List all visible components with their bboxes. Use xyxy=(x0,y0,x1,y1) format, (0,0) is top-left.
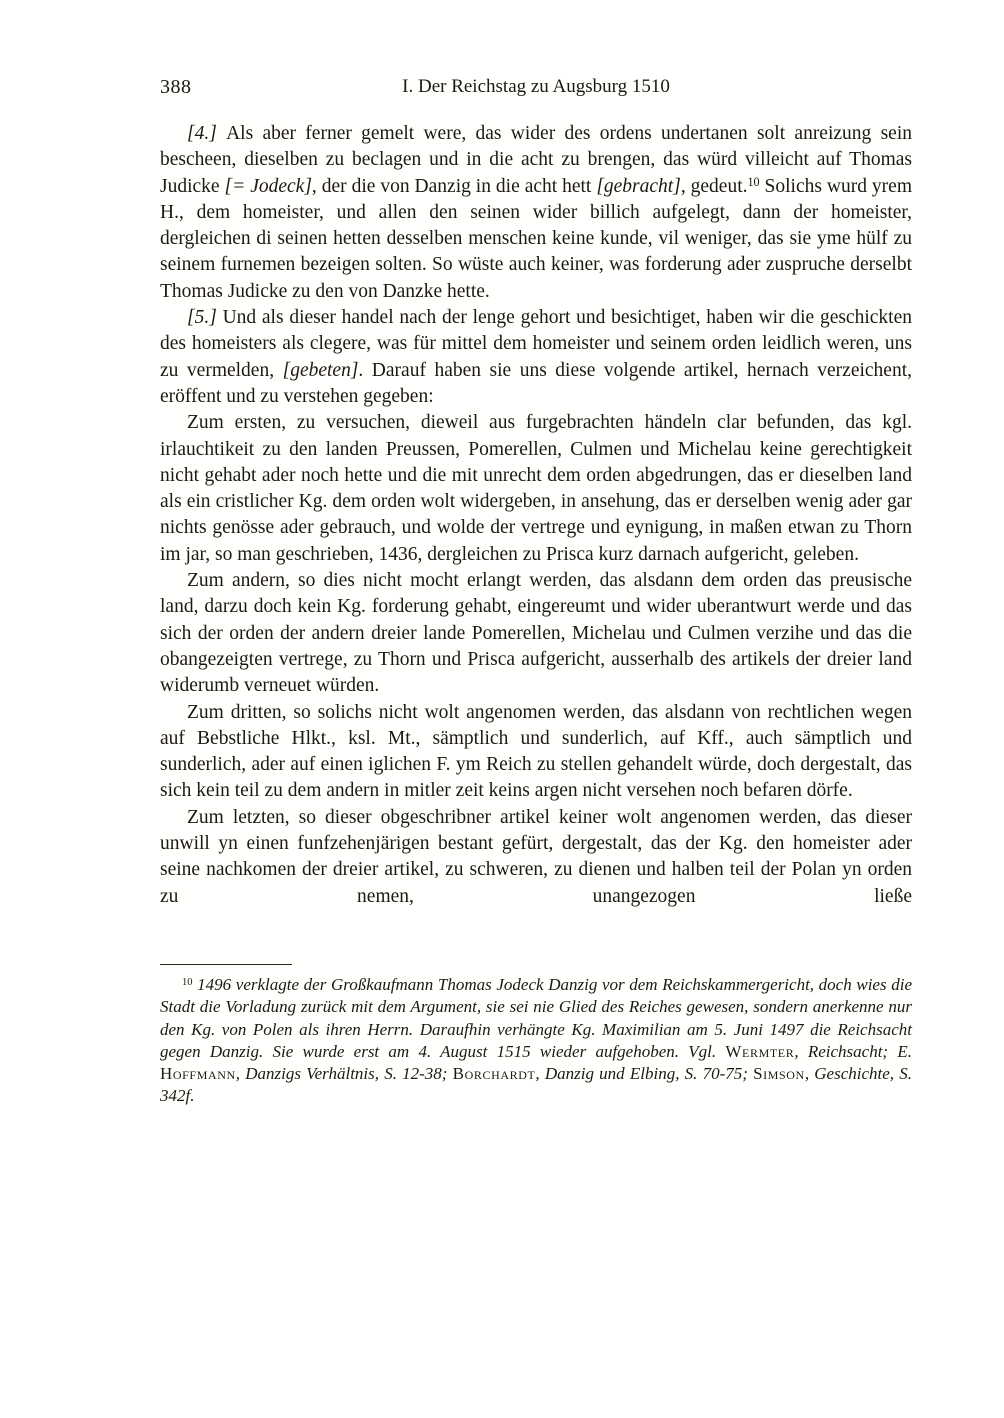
text-segment: [gebracht] xyxy=(596,175,681,197)
paragraph xyxy=(160,568,912,699)
footnote-separator xyxy=(160,964,292,965)
text-segment: , gedeut. xyxy=(680,175,748,197)
text-segment: [4.] xyxy=(187,123,227,144)
paragraph xyxy=(160,805,912,910)
paragraph xyxy=(160,410,912,568)
text-segment: , Danzig und Elbing, S. 70-75; xyxy=(535,1064,754,1084)
text-segment: Wermter xyxy=(725,1041,795,1061)
paragraph xyxy=(160,700,912,805)
text-segment: Und als dieser handel nach der lenge gehort und besichtiget, haben wir die geschickten des homeisters als clegere, was für mittel dem homeister und seinem orden leidlich weren, uns zu vermelden, xyxy=(160,307,912,381)
footnote-text xyxy=(160,974,912,1108)
text-segment: Hoffmann xyxy=(160,1064,236,1084)
running-title: I. Der Reichstag zu Augsburg 1510 xyxy=(402,76,670,97)
footnote-reference: 10 xyxy=(747,175,760,190)
text-segment: , der die von Danzig in die acht hett xyxy=(311,175,597,197)
text-segment: , Reichsacht; E. xyxy=(794,1041,912,1061)
page-header xyxy=(160,76,912,100)
text-segment: , Danzigs Verhältnis, S. 12-38; xyxy=(235,1064,453,1084)
footnote-reference: 10 xyxy=(182,977,193,989)
text-segment: Zum letzten, so dieser obgeschribner artikel keiner wolt angenomen werden, das dieser unwill yn einen funfzehenjärigen bestant gefürt, dergestalt, das der Kg. den homeister ader seine nachkomen der dreier artikel, zu schweren, zu dienen und halben teil der Polan yn orden zu nemen, unangezogen ließe xyxy=(160,806,912,907)
text-segment: [gebeten] xyxy=(282,359,359,381)
text-segment: Simson xyxy=(753,1064,805,1084)
text-segment: [= Jodeck] xyxy=(224,175,312,197)
text-segment: , Geschichte, S. 342f. xyxy=(160,1064,912,1106)
body-paragraphs xyxy=(160,121,912,910)
text-segment: [5.] xyxy=(187,307,223,329)
text-segment: Zum ersten, zu versuchen, dieweil aus furgebrachten händeln clar befunden, das kgl. irlauchtikeit zu den landen Preussen, Pomerellen, Culmen und Michelau keine gerechtigkeit nicht gehabt ader noch hette und die mit unrecht dem orden abgedrungen, das er dieselben land als ein cristlicher Kg. dem orden wolt widergeben, in ansehung, das er derselben wenig ader gar nichts genösse ader gebrauch, und wolde der vertrege und eynigung, in maßen etwan zu Thorn im jar, so man geschrieben, 1436, dergleichen zu Prisca kurz darnach aufgericht, geleben. xyxy=(160,412,912,565)
text-segment: Borchardt xyxy=(452,1064,536,1084)
page-number: 388 xyxy=(160,76,192,98)
text-segment: Zum dritten, so solichs nicht wolt angenomen werden, das alsdann von rechtlichen wegen auf Bebstliche Hlkt., ksl. Mt., sämptlich und sunderlich, auf Kff., auch sämptlich und sunderlich, ader auf einen iglichen F. ym Reich zu stellen gehandelt würde, doch dergestalt, das sich kein teil zu dem andern in mitler zeit keins argen nicht versehen noch befaren dörfe. xyxy=(160,701,912,802)
text-segment: Solichs wurd yrem H., dem homeister, und allen den seinen wider billich aufgelegt, dann der homeister, dergleichen di seinen hetten desselben menschen keine kunde, vil weniger, das sie yme hülf zu seinem furnemen bezeigen solten. So wüste auch keiner, was forderung ader zuspruche derselbt Thomas Judicke zu den von Danzke hette. xyxy=(160,175,912,302)
paragraph xyxy=(160,305,912,410)
text-segment: Zum andern, so dies nicht mocht erlangt werden, das alsdann dem orden das preusische land, darzu doch kein Kg. forderung gehabt, eingereumt und wider uberantwurt werde und das sich der orden der andern dreier lande Pomerellen, Michelau und Culmen verzihe und das die obangezeigten vertrege, zu Thorn und Prisca aufgericht, ausserhalb des artikels der dreier land widerumb verneuet würden. xyxy=(160,570,912,697)
text-segment: . Darauf haben sie uns diese volgende artikel, hernach verzeichent, eröffent und zu verstehen gegeben: xyxy=(160,359,913,407)
text-segment: 1496 verklagte der Großkaufmann Thomas Jodeck Danzig vor dem Reichskammergericht, doch wies die Stadt die Vorladung zurück mit dem Argument, sie sei nie Glied des Reiches gewesen, sondern anerkenne nur den Kg. von Polen als ihren Herrn. Daraufhin verhängte Kg. Maximilian am 5. Juni 1497 die Reichsacht gegen Danzig. Sie wurde erst am 4. August 1515 wieder aufgehoben. Vgl. xyxy=(160,974,912,1061)
text-segment: Als aber ferner gemelt were, das wider des ordens undertanen solt anreizung sein bescheen, dieselben zu beclagen und in die acht zu brengen, das würd villeicht auf Thomas Judicke xyxy=(160,123,912,197)
paragraph xyxy=(160,121,912,305)
footnote-section xyxy=(160,964,912,1108)
